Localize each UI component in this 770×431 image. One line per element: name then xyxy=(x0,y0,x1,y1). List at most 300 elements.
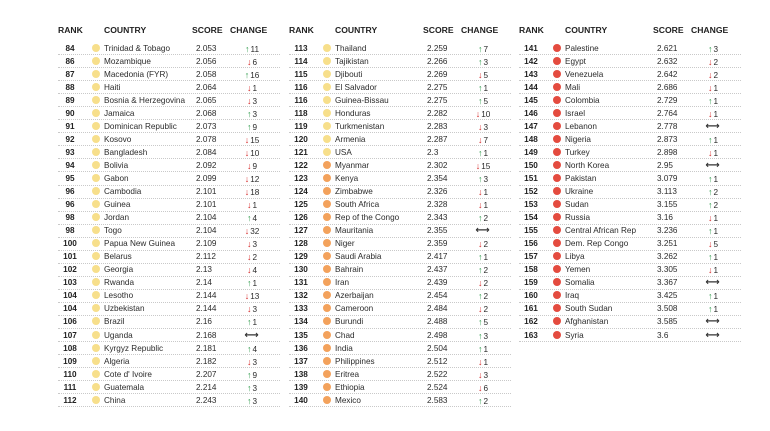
change-cell xyxy=(693,96,733,107)
change-cell xyxy=(693,148,733,159)
change-value: 13 xyxy=(250,292,260,302)
country-name: Sudan xyxy=(565,200,589,210)
arrow-down-icon: ↓ xyxy=(477,304,483,315)
change-value: 1 xyxy=(252,83,258,93)
country-name: Libya xyxy=(565,252,585,262)
change-header: CHANGE xyxy=(461,25,499,35)
table-row xyxy=(289,381,511,394)
change-value: 2 xyxy=(483,240,489,250)
risk-level-dot xyxy=(553,109,561,117)
score-value: 2.243 xyxy=(196,395,217,405)
table-row xyxy=(289,81,511,94)
arrow-up-icon: ↑ xyxy=(244,69,250,80)
change-cell xyxy=(463,122,503,133)
change-cell xyxy=(232,135,272,146)
score-value: 2.343 xyxy=(427,213,448,223)
change-value: 3 xyxy=(483,370,489,380)
risk-level-dot xyxy=(553,291,561,299)
arrow-down-icon: ↓ xyxy=(246,95,252,106)
ranking-table-2 xyxy=(289,20,511,407)
country-name: Algeria xyxy=(104,356,130,366)
score-value: 2.214 xyxy=(196,382,217,392)
risk-level-dot xyxy=(323,57,331,65)
table-row xyxy=(58,186,280,199)
rank-value: 159 xyxy=(524,278,538,288)
country-name: South Sudan xyxy=(565,304,613,314)
country-name: Rep of the Congo xyxy=(335,213,400,223)
score-value: 2.642 xyxy=(657,69,678,79)
table-row xyxy=(519,199,741,212)
country-name: Honduras xyxy=(335,108,371,118)
risk-level-dot xyxy=(92,161,100,169)
table-row xyxy=(58,238,280,251)
change-cell xyxy=(463,344,503,355)
arrow-up-icon: ↑ xyxy=(707,200,713,211)
table-row xyxy=(58,120,280,133)
country-name: Papua New Guinea xyxy=(104,239,176,249)
risk-level-dot xyxy=(323,357,331,365)
risk-level-dot xyxy=(92,357,100,365)
score-value: 2.504 xyxy=(427,343,448,353)
country-name: Togo xyxy=(104,226,122,236)
rank-value: 153 xyxy=(524,200,538,210)
change-value: 3 xyxy=(252,96,258,106)
table-row xyxy=(519,316,741,329)
country-name: North Korea xyxy=(565,160,610,170)
change-cell xyxy=(232,96,272,107)
change-value: 9 xyxy=(252,370,258,380)
change-value: 3 xyxy=(483,331,489,341)
table-row xyxy=(58,146,280,159)
change-value: 2 xyxy=(713,188,719,198)
change-cell xyxy=(463,161,503,172)
arrow-down-icon: ↓ xyxy=(477,121,483,132)
rank-value: 139 xyxy=(294,382,308,392)
score-value: 2.282 xyxy=(427,108,448,118)
table-row xyxy=(289,316,511,329)
change-header: CHANGE xyxy=(230,25,268,35)
change-value: 1 xyxy=(483,201,489,211)
change-value: 1 xyxy=(252,201,258,211)
arrow-up-icon: ↑ xyxy=(707,43,713,54)
change-cell xyxy=(463,109,503,120)
country-name: Jamaica xyxy=(104,108,135,118)
score-value: 2.104 xyxy=(196,226,217,236)
risk-level-dot xyxy=(92,213,100,221)
score-value: 3.508 xyxy=(657,304,678,314)
arrow-up-icon: ↑ xyxy=(477,82,483,93)
rank-value: 96 xyxy=(65,200,75,210)
change-cell xyxy=(693,317,733,327)
rank-value: 107 xyxy=(63,330,77,340)
rank-value: 123 xyxy=(294,173,308,183)
score-value: 2.181 xyxy=(196,343,217,353)
table-row xyxy=(519,81,741,94)
risk-level-dot xyxy=(323,304,331,312)
table-row xyxy=(519,55,741,68)
table-row xyxy=(289,264,511,277)
change-value: 1 xyxy=(483,83,489,93)
country-name: Yemen xyxy=(565,265,591,275)
score-value: 2.168 xyxy=(196,330,217,340)
change-value: 1 xyxy=(713,227,719,237)
country-name: Dem. Rep Congo xyxy=(565,239,629,249)
arrow-up-icon: ↑ xyxy=(707,187,713,198)
risk-level-dot xyxy=(92,317,100,325)
change-cell xyxy=(463,317,503,328)
change-value: 3 xyxy=(713,44,719,54)
country-name: Pakistan xyxy=(565,173,597,183)
change-value: 1 xyxy=(483,253,489,263)
table-row xyxy=(58,107,280,120)
table-row xyxy=(58,133,280,146)
score-value: 2.729 xyxy=(657,95,678,105)
table-header xyxy=(519,20,741,42)
rank-value: 98 xyxy=(65,226,75,236)
table-row xyxy=(519,251,741,264)
rank-value: 116 xyxy=(294,95,308,105)
rank-value: 119 xyxy=(294,121,308,131)
risk-level-dot xyxy=(553,213,561,221)
table-row xyxy=(58,264,280,277)
table-row xyxy=(289,212,511,225)
risk-level-dot xyxy=(92,239,100,247)
table-row xyxy=(289,146,511,159)
arrow-up-icon: ↑ xyxy=(246,343,252,354)
score-value: 2.95 xyxy=(657,160,673,170)
change-header: CHANGE xyxy=(691,25,729,35)
country-name: Philippines xyxy=(335,356,375,366)
country-name: Turkmenistan xyxy=(335,121,385,131)
country-name: Mexico xyxy=(335,395,361,405)
table-row xyxy=(289,394,511,407)
change-cell xyxy=(463,331,503,342)
country-name: Azerbaijan xyxy=(335,291,374,301)
risk-level-dot xyxy=(92,344,100,352)
score-value: 2.275 xyxy=(427,82,448,92)
rank-value: 111 xyxy=(63,382,77,392)
rank-value: 154 xyxy=(524,213,538,223)
rank-value: 120 xyxy=(294,134,308,144)
risk-level-dot xyxy=(323,291,331,299)
country-name: Russia xyxy=(565,213,591,223)
table-row xyxy=(519,277,741,290)
rank-value: 152 xyxy=(524,187,538,197)
country-name: Bahrain xyxy=(335,265,364,275)
table-row xyxy=(289,238,511,251)
rank-value: 104 xyxy=(63,291,77,301)
country-name: Guatemala xyxy=(104,382,145,392)
arrow-down-icon: ↓ xyxy=(246,265,252,276)
change-cell xyxy=(693,161,733,171)
rank-value: 122 xyxy=(294,160,308,170)
risk-level-dot xyxy=(553,226,561,234)
rank-value: 102 xyxy=(63,265,77,275)
risk-level-dot xyxy=(323,122,331,130)
table-row xyxy=(58,303,280,316)
table-row xyxy=(519,120,741,133)
risk-level-dot xyxy=(323,370,331,378)
country-name: Guinea-Bissau xyxy=(335,95,389,105)
score-value: 2.109 xyxy=(196,239,217,249)
risk-level-dot xyxy=(323,70,331,78)
change-cell xyxy=(463,70,503,81)
change-cell xyxy=(693,174,733,185)
risk-level-dot xyxy=(323,109,331,117)
table-row xyxy=(289,355,511,368)
country-name: Palestine xyxy=(565,43,599,53)
table-row xyxy=(58,355,280,368)
table-row xyxy=(58,172,280,185)
arrow-up-icon: ↑ xyxy=(246,121,252,132)
table-row xyxy=(58,94,280,107)
risk-level-dot xyxy=(323,239,331,247)
rank-value: 138 xyxy=(294,369,308,379)
risk-level-dot xyxy=(92,122,100,130)
change-cell xyxy=(693,109,733,120)
change-cell xyxy=(232,239,272,250)
score-value: 2.417 xyxy=(427,252,448,262)
risk-level-dot xyxy=(553,265,561,273)
change-cell xyxy=(232,331,272,341)
change-value: 7 xyxy=(483,44,489,54)
table-row xyxy=(289,251,511,264)
change-value: 2 xyxy=(713,57,719,67)
change-value: 1 xyxy=(713,292,719,302)
arrow-down-icon: ↓ xyxy=(246,56,252,67)
rank-value: 161 xyxy=(524,304,538,314)
change-cell xyxy=(463,187,503,198)
country-name: Haiti xyxy=(104,82,121,92)
rank-value: 157 xyxy=(524,252,538,262)
score-value: 2.101 xyxy=(196,200,217,210)
table-row xyxy=(289,199,511,212)
country-name: Kyrgyz Republic xyxy=(104,343,164,353)
table-row xyxy=(289,329,511,342)
rank-value: 162 xyxy=(524,317,538,327)
risk-level-dot xyxy=(553,304,561,312)
score-value: 2.078 xyxy=(196,134,217,144)
change-value: 1 xyxy=(713,109,719,119)
change-cell xyxy=(463,57,503,68)
risk-level-dot xyxy=(323,396,331,404)
change-value: 18 xyxy=(250,188,260,198)
country-name: Tajikistan xyxy=(335,56,369,66)
score-value: 2.269 xyxy=(427,69,448,79)
risk-level-dot xyxy=(92,187,100,195)
risk-level-dot xyxy=(323,383,331,391)
change-value: 3 xyxy=(252,305,258,315)
risk-level-dot xyxy=(323,226,331,234)
change-cell xyxy=(232,383,272,394)
change-cell xyxy=(693,187,733,198)
risk-level-dot xyxy=(323,161,331,169)
arrow-down-icon: ↓ xyxy=(707,239,713,250)
change-value: 3 xyxy=(252,240,258,250)
score-value: 3.251 xyxy=(657,239,678,249)
change-value: 1 xyxy=(713,96,719,106)
arrow-up-icon: ↑ xyxy=(477,173,483,184)
no-change-icon: ⟷ xyxy=(705,277,720,289)
change-cell xyxy=(232,357,272,368)
score-value: 2.266 xyxy=(427,56,448,66)
change-cell xyxy=(693,83,733,94)
rank-value: 95 xyxy=(65,173,75,183)
table-row xyxy=(58,316,280,329)
country-name: Rwanda xyxy=(104,278,135,288)
country-name: Cote d' Ivoire xyxy=(104,369,152,379)
risk-level-dot xyxy=(323,174,331,182)
change-value: 1 xyxy=(252,279,258,289)
arrow-up-icon: ↑ xyxy=(477,317,483,328)
score-value: 3.262 xyxy=(657,252,678,262)
rank-value: 150 xyxy=(524,160,538,170)
score-value: 2.058 xyxy=(196,69,217,79)
risk-level-dot xyxy=(92,278,100,286)
risk-level-dot xyxy=(323,200,331,208)
country-name: Afghanistan xyxy=(565,317,609,327)
score-value: 3.079 xyxy=(657,173,678,183)
country-name: Israel xyxy=(565,108,586,118)
change-value: 1 xyxy=(713,83,719,93)
change-value: 11 xyxy=(250,44,259,54)
change-cell xyxy=(693,57,733,68)
change-value: 1 xyxy=(483,188,489,198)
risk-level-dot xyxy=(553,174,561,182)
rank-value: 147 xyxy=(524,121,538,131)
arrow-up-icon: ↑ xyxy=(707,226,713,237)
change-value: 3 xyxy=(252,109,258,119)
country-name: Nigeria xyxy=(565,134,591,144)
score-value: 2.632 xyxy=(657,56,678,66)
ranking-table-3 xyxy=(519,20,741,342)
country-name: Gabon xyxy=(104,173,129,183)
table-row xyxy=(519,68,741,81)
country-name: Ethiopia xyxy=(335,382,365,392)
score-value: 2.355 xyxy=(427,226,448,236)
table-row xyxy=(58,55,280,68)
score-header: SCORE xyxy=(653,25,684,35)
risk-level-dot xyxy=(553,252,561,260)
score-value: 2.275 xyxy=(427,95,448,105)
change-cell xyxy=(693,278,733,288)
change-cell xyxy=(463,357,503,368)
arrow-up-icon: ↑ xyxy=(477,265,483,276)
country-name: Turkey xyxy=(565,147,590,157)
arrow-down-icon: ↓ xyxy=(477,382,483,393)
arrow-down-icon: ↓ xyxy=(707,69,713,80)
rank-value: 113 xyxy=(294,43,308,53)
risk-level-dot xyxy=(323,344,331,352)
change-cell xyxy=(232,161,272,172)
country-name: Dominican Republic xyxy=(104,121,177,131)
change-cell xyxy=(232,304,272,315)
risk-level-dot xyxy=(553,96,561,104)
change-value: 1 xyxy=(483,357,489,367)
change-value: 2 xyxy=(483,266,489,276)
change-value: 2 xyxy=(713,201,719,211)
change-value: 5 xyxy=(483,96,489,106)
change-cell xyxy=(463,265,503,276)
change-cell xyxy=(232,200,272,211)
risk-level-dot xyxy=(553,44,561,52)
arrow-up-icon: ↑ xyxy=(707,95,713,106)
country-name: Uganda xyxy=(104,330,133,340)
country-name: Guinea xyxy=(104,200,131,210)
risk-level-dot xyxy=(323,96,331,104)
score-value: 2.144 xyxy=(196,304,217,314)
change-value: 15 xyxy=(250,135,260,145)
change-value: 5 xyxy=(483,318,489,328)
change-cell xyxy=(463,291,503,302)
country-name: Macedonia (FYR) xyxy=(104,69,169,79)
country-name: Lebanon xyxy=(565,121,597,131)
table-row xyxy=(289,277,511,290)
table-row xyxy=(58,329,280,342)
rank-value: 146 xyxy=(524,108,538,118)
arrow-down-icon: ↓ xyxy=(246,304,252,315)
country-header: COUNTRY xyxy=(104,25,147,35)
rank-value: 98 xyxy=(65,213,75,223)
change-value: 3 xyxy=(483,57,489,67)
table-row xyxy=(289,55,511,68)
country-name: Brazil xyxy=(104,317,125,327)
change-cell xyxy=(232,44,272,55)
country-header: COUNTRY xyxy=(565,25,608,35)
rank-value: 103 xyxy=(63,278,77,288)
score-value: 3.113 xyxy=(657,187,677,197)
country-name: South Africa xyxy=(335,200,380,210)
table-row xyxy=(519,172,741,185)
change-value: 1 xyxy=(713,135,719,145)
table-row xyxy=(289,133,511,146)
country-name: Central African Rep xyxy=(565,226,636,236)
arrow-up-icon: ↑ xyxy=(477,147,483,158)
rank-value: 158 xyxy=(524,265,538,275)
rank-header: RANK xyxy=(58,25,83,35)
change-cell xyxy=(232,265,272,276)
country-name: India xyxy=(335,343,353,353)
change-cell xyxy=(693,135,733,146)
score-value: 2.207 xyxy=(196,369,217,379)
score-value: 2.182 xyxy=(196,356,217,366)
score-value: 2.112 xyxy=(196,252,216,262)
arrow-up-icon: ↑ xyxy=(477,213,483,224)
score-value: 2.583 xyxy=(427,395,448,405)
risk-level-dot xyxy=(553,161,561,169)
score-value: 3.16 xyxy=(657,213,673,223)
rank-value: 110 xyxy=(63,369,77,379)
risk-level-dot xyxy=(553,187,561,195)
rank-value: 86 xyxy=(65,56,75,66)
score-value: 2.686 xyxy=(657,82,678,92)
rank-value: 148 xyxy=(524,134,538,144)
country-name: Georgia xyxy=(104,265,134,275)
arrow-down-icon: ↓ xyxy=(244,291,250,302)
arrow-down-icon: ↓ xyxy=(475,160,481,171)
table-row xyxy=(519,42,741,55)
score-value: 2.302 xyxy=(427,160,448,170)
arrow-down-icon: ↓ xyxy=(707,82,713,93)
change-cell xyxy=(463,96,503,107)
risk-level-dot xyxy=(323,317,331,325)
risk-level-dot xyxy=(92,57,100,65)
score-value: 2.065 xyxy=(196,95,217,105)
risk-level-dot xyxy=(92,135,100,143)
rank-value: 114 xyxy=(294,56,308,66)
arrow-up-icon: ↑ xyxy=(246,395,252,406)
rank-value: 130 xyxy=(294,265,308,275)
